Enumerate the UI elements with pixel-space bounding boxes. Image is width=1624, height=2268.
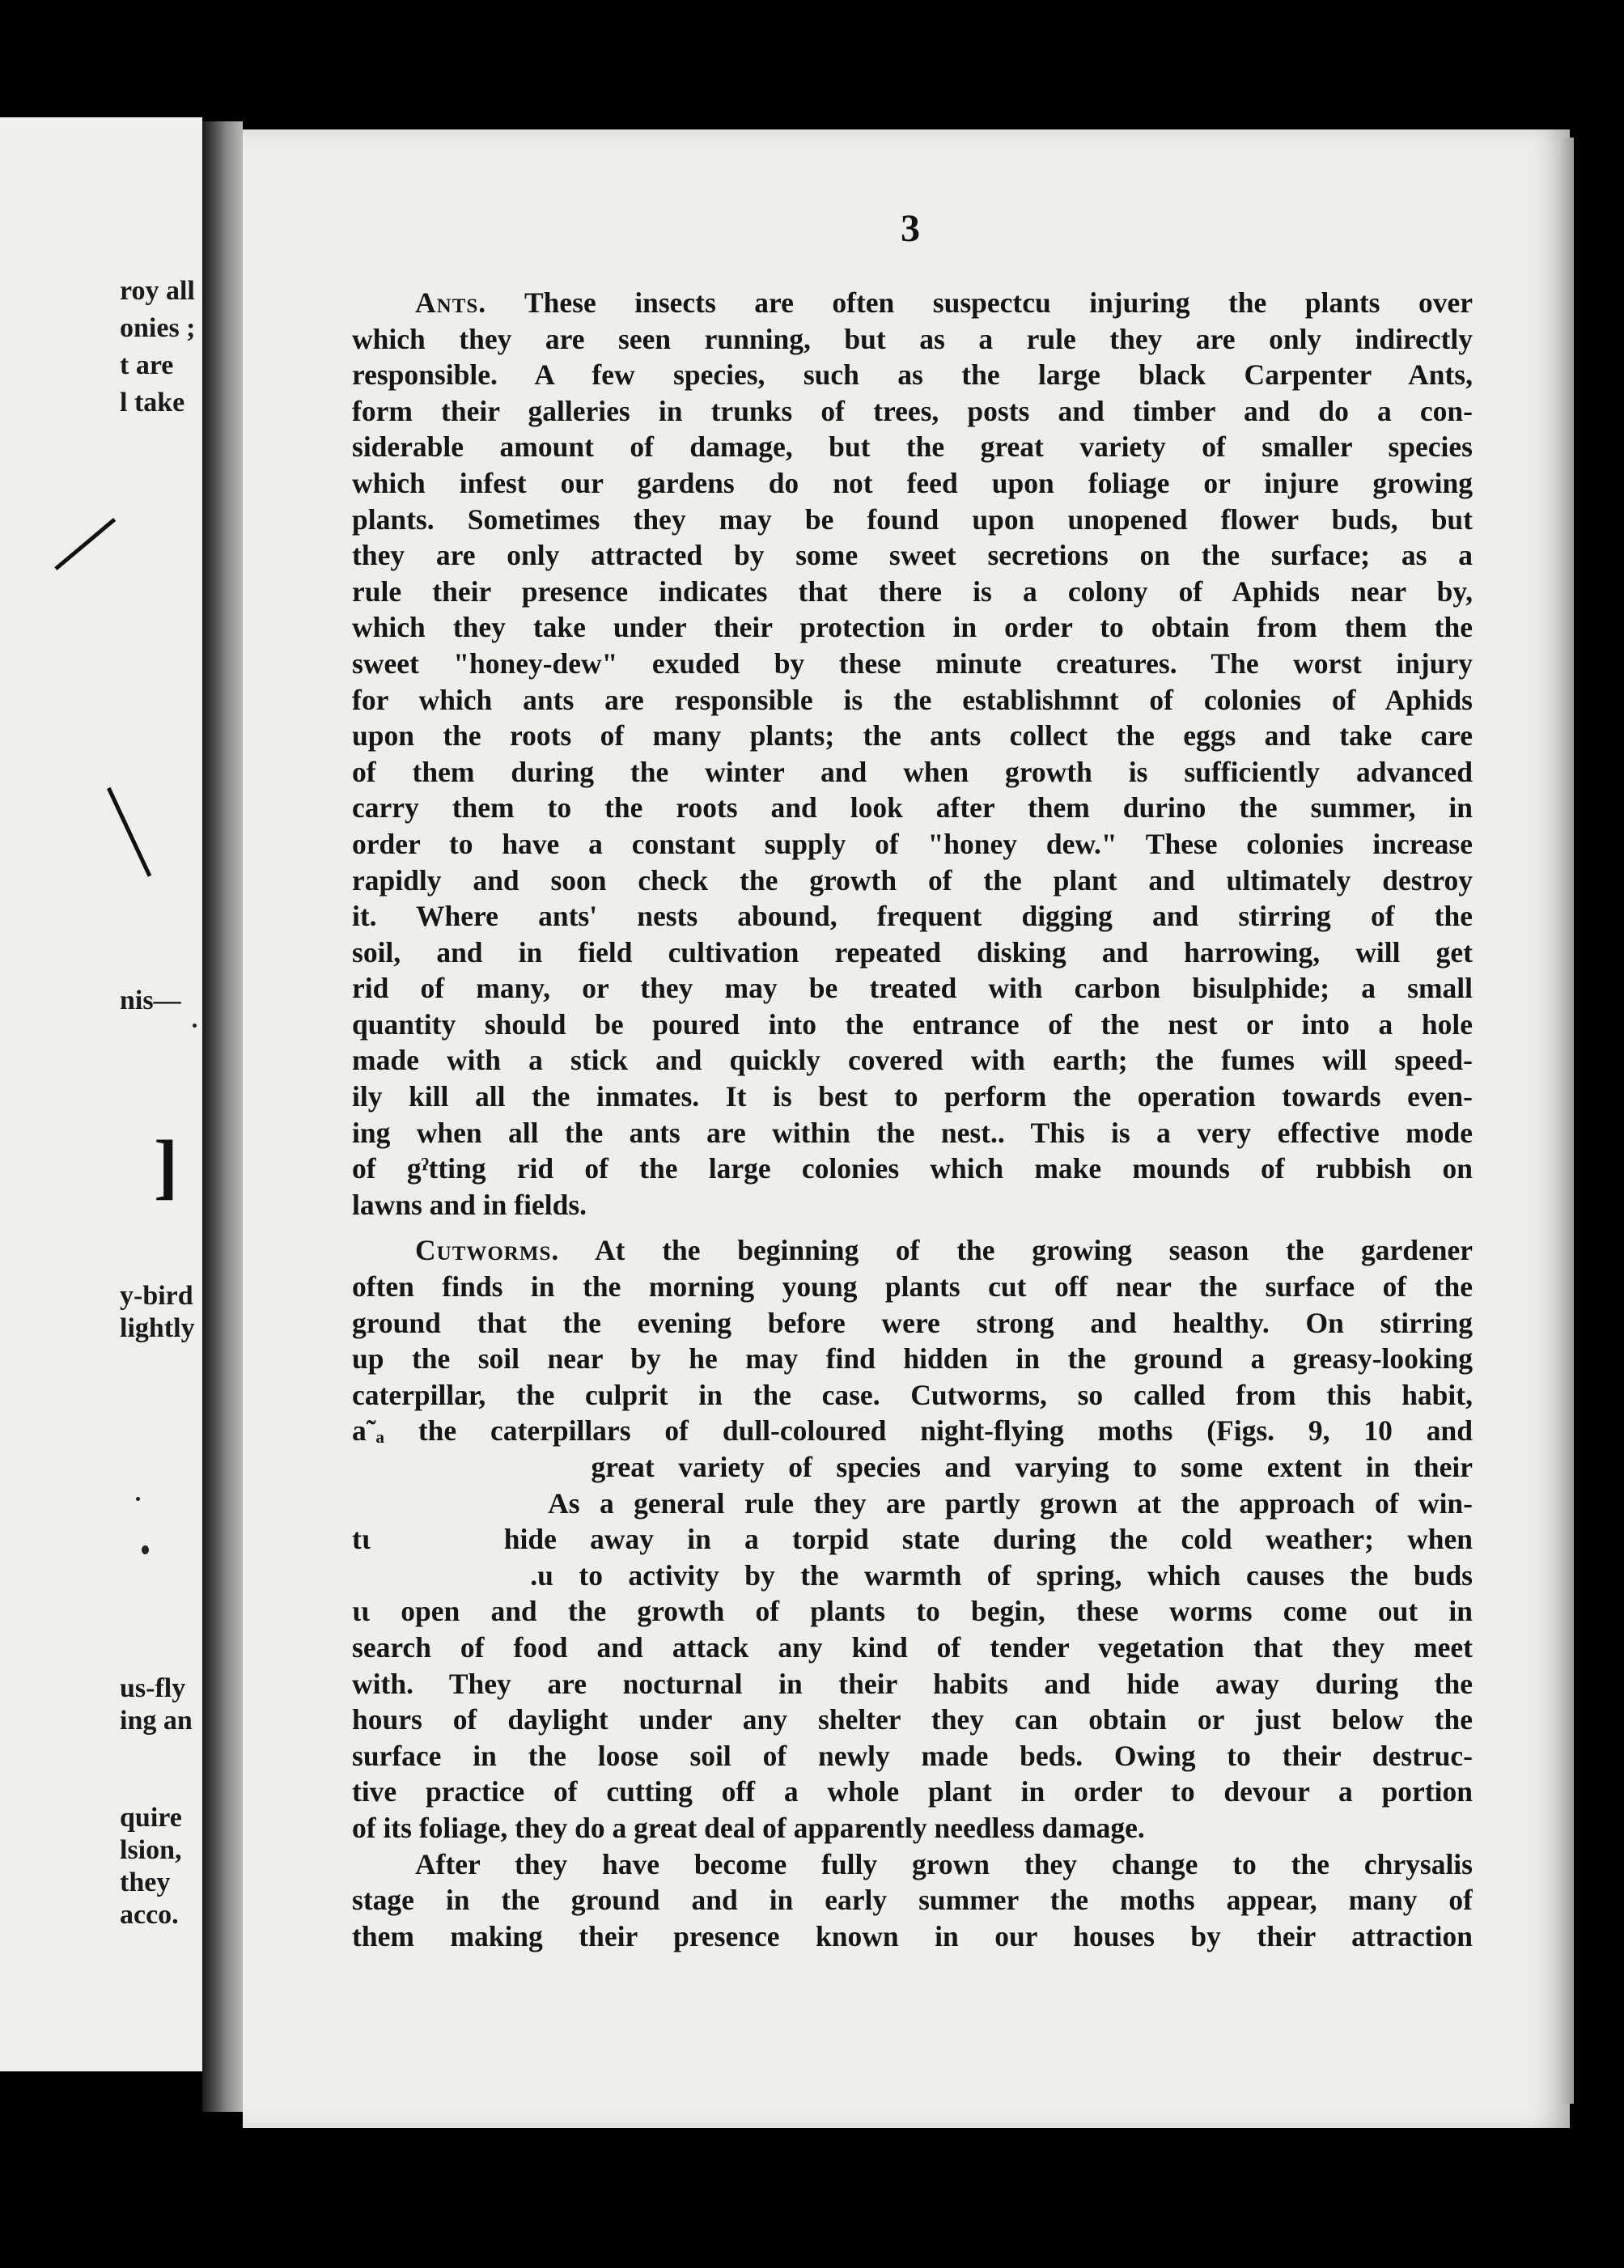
text-line: which they are seen running, but as a rule they are only indirectly <box>352 322 1473 355</box>
text-line: plants. Sometimes they may be found upon unopened flower buds, but <box>352 502 1473 536</box>
left-fragment: quire <box>120 1803 182 1833</box>
left-fragment: acco. <box>120 1900 179 1930</box>
book-gutter <box>202 121 243 2112</box>
text-line: responsible. A few species, such as the large black Carpenter Ants, <box>352 358 1473 392</box>
ink-dot <box>136 1497 140 1501</box>
text-line: caterpillar, the culprit in the case. Cutworms, so called from this habit, <box>352 1378 1473 1411</box>
text-line: of them during the winter and when growth is sufficiently advanced <box>352 755 1473 788</box>
paragraph-cutworms <box>352 1232 1473 1846</box>
text-line: ily kill all the inmates. It is best to perform the operation towards even- <box>352 1080 1473 1113</box>
text-line: which they take under their protection in order to obtain from them the <box>352 611 1473 644</box>
text-line: stage in the ground and in early summer the moths appear, many of <box>352 1884 1473 1917</box>
text-line: tɩ hide away in a torpid state during the cold weather; when <box>352 1523 1473 1556</box>
left-bracket-glyph: ] <box>154 1126 178 1206</box>
text-line: After they have become fully grown they change to the chrysalis <box>415 1847 1473 1880</box>
text-line: which infest our gardens do not feed upon foliage or injure growing <box>352 466 1473 499</box>
text-line: great variety of species and varying to some extent in their <box>352 1451 1473 1483</box>
text-line: made with a stick and quickly covered with earth; the fumes will speed- <box>352 1044 1473 1077</box>
text-line: rapidly and soon check the growth of the plant and ultimately destroy <box>352 863 1473 897</box>
left-fragment: roy all <box>120 276 195 306</box>
left-fragment: nis— <box>120 986 181 1015</box>
text-line: they are only attracted by some sweet secretions on the surface; as a <box>352 539 1473 572</box>
text-line: Ants. These insects are often suspectcu injuring the plants over <box>415 286 1473 319</box>
ink-dot <box>142 1545 149 1554</box>
text-line: rid of many, or they may be treated with carbon bisulphide; a small <box>352 972 1473 1005</box>
left-fragment: onies ; <box>120 313 196 343</box>
text-line: a˜ₐ the caterpillars of dull-coloured night-flying moths (Figs. 9, 10 and <box>352 1414 1473 1448</box>
text-line: of gˀtting rid of the large colonies which make mounds of rubbish on <box>352 1152 1473 1185</box>
page-number: 3 <box>901 207 920 250</box>
left-facing-page <box>0 117 202 2071</box>
text-line: upon the roots of many plants; the ants collect the eggs and take care <box>352 719 1473 752</box>
text-line: tive practice of cutting off a whole plant in order to devour a portion <box>352 1775 1473 1808</box>
text-line: quantity should be poured into the entrance of the nest or into a hole <box>352 1007 1473 1041</box>
left-fragment: t are <box>120 350 174 380</box>
text-line: form their galleries in trunks of trees, posts and timber and do a con- <box>352 394 1473 427</box>
text-line: for which ants are responsible is the establishmnt of colonies of Aphids <box>352 683 1473 716</box>
left-fragment: lightly <box>120 1313 195 1343</box>
illustration-stroke <box>54 518 116 570</box>
text-line: up the soil near by he may find hidden in the ground a greasy-looking <box>352 1342 1473 1376</box>
text-line: .u to activity by the warmth of spring, which causes the buds <box>352 1558 1473 1592</box>
text-line: rule their presence indicates that there is a colony of Aphids near by, <box>352 574 1473 608</box>
text-line: search of food and attack any kind of tender vegetation that they meet <box>352 1630 1473 1664</box>
text-line: ground that the evening before were strong and healthy. On stirring <box>352 1306 1473 1339</box>
section-heading-ants: Ants. <box>415 286 487 319</box>
left-fragment: they <box>120 1867 171 1897</box>
text-line: carry them to the roots and look after them durino the summer, in <box>352 791 1473 825</box>
text-line: surface in the loose soil of newly made beds. Owing to their destruc- <box>352 1739 1473 1772</box>
text-line: often finds in the morning young plants cut off near the surface of the <box>352 1270 1473 1304</box>
text-line: it. Where ants' nests abound, frequent digging and stirring of the <box>352 900 1473 933</box>
text-line: Cutworms. At the beginning of the growing season the gardener <box>415 1234 1473 1267</box>
text-line: order to have a constant supply of "honey dew." These colonies increase <box>352 827 1473 860</box>
text-line: of its foliage, they do a great deal of apparently needless damage. <box>352 1811 1145 1844</box>
text-line: sweet "honey-dew" exuded by these minute creatures. The worst injury <box>352 646 1473 680</box>
illustration-stroke <box>107 787 151 877</box>
paragraph-ants <box>352 285 1473 1223</box>
page-edge <box>1558 138 1574 2104</box>
left-fragment: ing an <box>120 1706 193 1736</box>
text-line: them making their presence known in our houses by their attraction <box>352 1919 1473 1952</box>
text-line: ing when all the ants are within the nest.. This is a very effective mode <box>352 1116 1473 1149</box>
text-line: ɩɩ open and the growth of plants to begin, these worms come out in <box>352 1595 1473 1628</box>
left-fragment: us-fly <box>120 1673 186 1703</box>
left-fragment: l take <box>120 388 185 418</box>
paragraph-chrysalis <box>352 1846 1473 1955</box>
section-heading-cutworms: Cutworms. <box>415 1234 560 1267</box>
left-fragment: lsion, <box>120 1835 182 1865</box>
text-line: soil, and in field cultivation repeated disking and harrowing, will get <box>352 935 1473 969</box>
text-line: hours of daylight under any shelter they can obtain or just below the <box>352 1703 1473 1736</box>
ink-dot <box>193 1024 197 1028</box>
left-fragment: y-bird <box>120 1281 193 1311</box>
text-line: lawns and in fields. <box>352 1188 587 1221</box>
text-line: As a general rule they are partly grown at the approach of win- <box>352 1486 1473 1520</box>
page-text <box>352 285 1473 1954</box>
text-line: siderable amount of damage, but the great variety of smaller species <box>352 430 1473 464</box>
text-line: with. They are nocturnal in their habits and hide away during the <box>352 1667 1473 1700</box>
